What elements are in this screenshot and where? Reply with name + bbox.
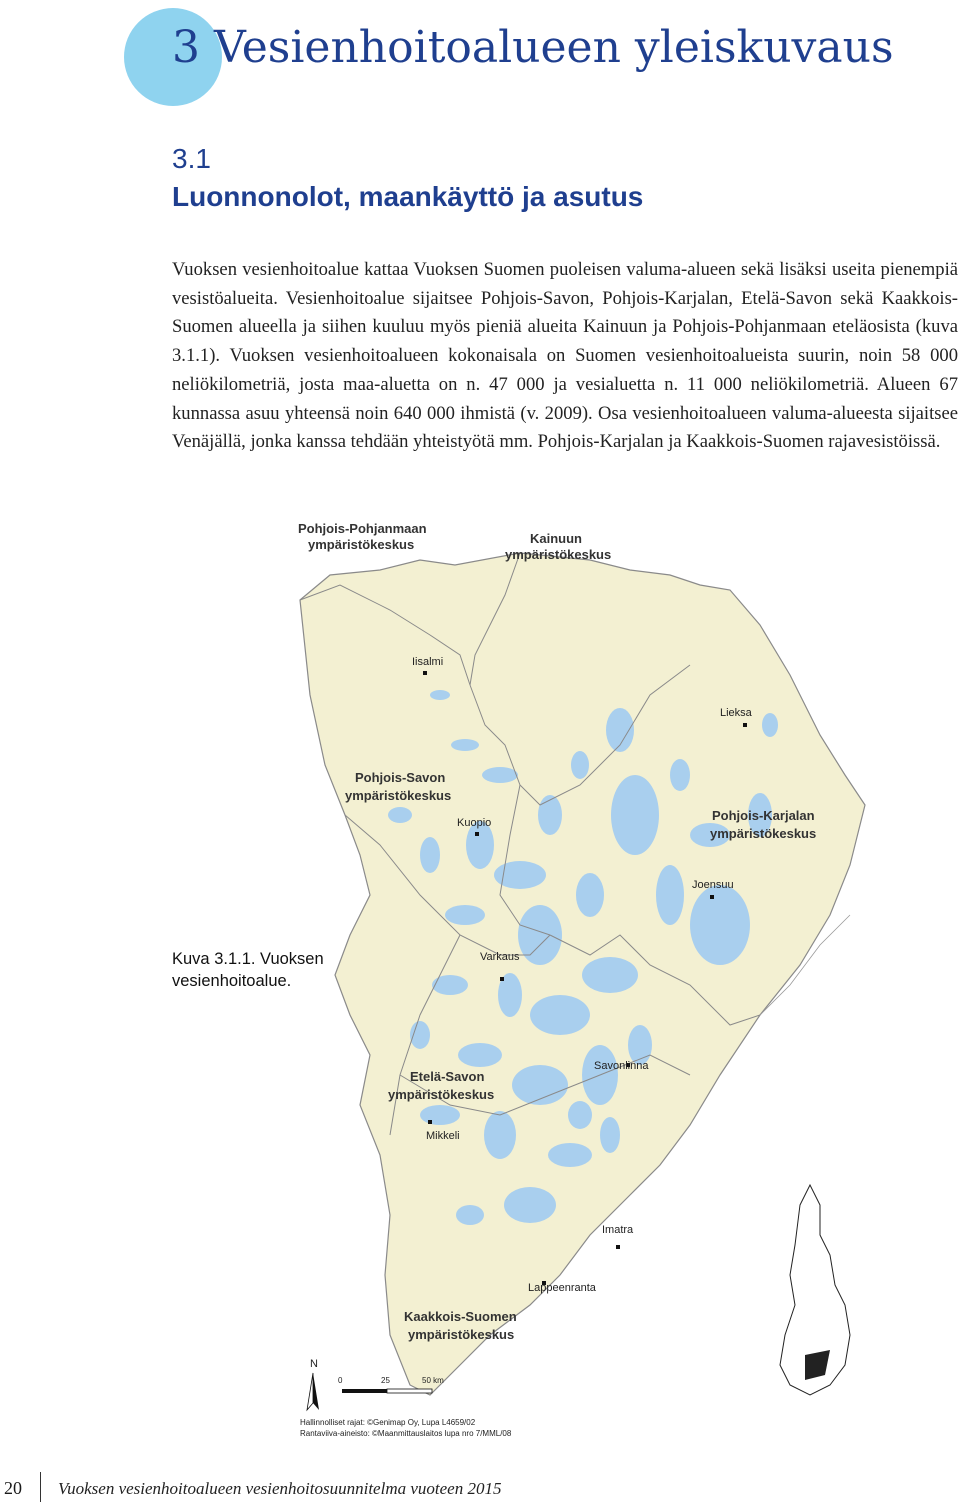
svg-text:50 km: 50 km (422, 1376, 444, 1385)
scale-bar (338, 1376, 444, 1393)
north-arrow (307, 1358, 319, 1410)
chapter-number: 3 (172, 22, 200, 73)
label-pohjois-karjala-1: Pohjois-Karjalan (712, 808, 815, 823)
label-kaakkois-suomi-1: Kaakkois-Suomen (404, 1309, 517, 1324)
city-lappeenranta: Lappeenranta (528, 1282, 596, 1294)
label-pohjois-savo-1: Pohjois-Savon (355, 770, 446, 785)
label-etela-savo-1: Etelä-Savon (410, 1069, 485, 1084)
svg-text:25: 25 (381, 1376, 390, 1385)
label-pohjois-pohjanmaa-2: ympäristökeskus (308, 537, 415, 552)
caption-line-1: Kuva 3.1.1. Vuoksen (172, 950, 324, 968)
label-pohjois-pohjanmaa-1: Pohjois-Pohjanmaan (298, 521, 427, 536)
caption-line-2: vesienhoitoalue. (172, 972, 292, 990)
label-kaakkois-suomi-2: ympäristökeskus (408, 1327, 515, 1342)
label-pohjois-karjala-2: ympäristökeskus (710, 826, 817, 841)
chapter-title-text: Vesienhoitoalueen yleiskuvaus (214, 22, 894, 73)
figure-caption (172, 948, 324, 992)
chapter-title (172, 22, 894, 73)
map-credit-2: Rantaviiva-aineisto: ©Maanmittauslaitos lupa nro 7/MML/08 (300, 1429, 512, 1438)
city-imatra: Imatra (602, 1224, 634, 1236)
map-credit-1: Hallinnolliset rajat: ©Genimap Oy, Lupa L4659/02 (300, 1418, 476, 1427)
city-mikkeli: Mikkeli (426, 1130, 460, 1142)
section-number: 3.1 (172, 143, 211, 174)
label-kainuu-2: ympäristökeskus (505, 547, 612, 562)
label-etela-savo-2: ympäristökeskus (388, 1087, 495, 1102)
city-joensuu: Joensuu (692, 879, 734, 891)
footer-title: Vuoksen vesienhoitoalueen vesienhoitosuunnitelma vuoteen 2015 (58, 1479, 502, 1498)
label-kainuu-1: Kainuun (530, 531, 582, 546)
page-number: 20 (4, 1478, 22, 1498)
region-map (290, 515, 870, 1445)
svg-text:N: N (310, 1358, 318, 1370)
section-title: Luonnonolot, maankäyttö ja asutus (172, 181, 644, 212)
city-lieksa: Lieksa (720, 707, 752, 719)
city-savonlinna: Savonlinna (594, 1060, 649, 1072)
city-iisalmi: Iisalmi (412, 656, 444, 668)
label-pohjois-savo-2: ympäristökeskus (345, 788, 452, 803)
body-paragraph: Vuoksen vesienhoitoalue kattaa Vuoksen Suomen puoleisen valuma-alueen sekä lisäksi useita pienempiä vesistöalueita. Vesienhoitoalue sijaitsee Pohjois-Savon, Pohjois-Karjalan, Etelä-Savon sekä Kaakkois-Suomen alueella ja siihen kuuluu myös pieniä alueita Kainuun ja Pohjois-Pohjanmaan eteläosista (kuva 3.1.1). Vuoksen vesienhoitoalueen kokonaisala on Suomen vesienhoitoalueista suurin, noin 58 000 neliökilometriä, josta maa-aluetta on n. 47 000 ja vesialuetta n. 11 000 neliökilometriä. Alueen 67 kunnassa asuu yhteensä noin 640 000 ihmistä (v. 2009). Osa vesienhoitoalueen valuma-alueesta sijaitsee Venäjällä, jonka kanssa tehdään yhteistyötä mm. Pohjois-Karjalan ja Kaakkois-Suomen rajavesistöissä. (172, 259, 958, 453)
section-heading (172, 140, 643, 216)
svg-text:0: 0 (338, 1376, 343, 1385)
footer-divider (40, 1472, 41, 1502)
city-varkaus: Varkaus (480, 951, 520, 963)
city-kuopio: Kuopio (457, 817, 492, 829)
